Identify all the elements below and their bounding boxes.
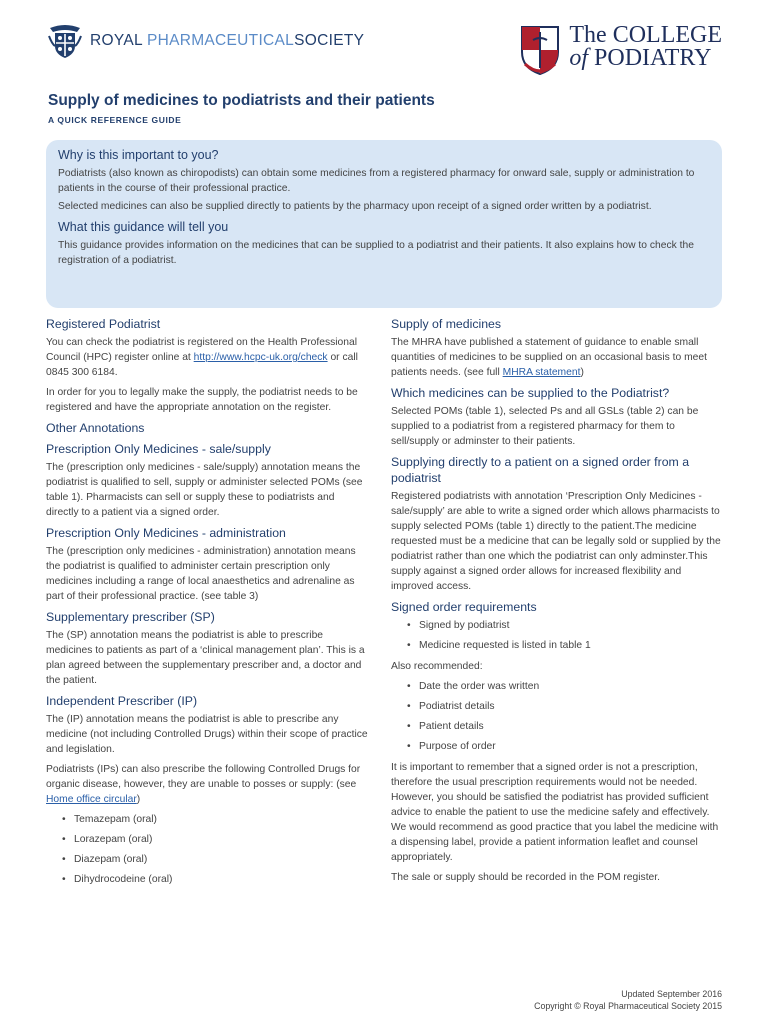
pom-sale-heading: Prescription Only Medicines - sale/supply (46, 442, 271, 456)
signed-order-heading: Signed order requirements (391, 600, 537, 614)
list-item: • Date the order was written (391, 679, 721, 694)
also-recommended-label: Also recommended: (391, 661, 483, 672)
rps-name-bold: ROYAL (90, 32, 143, 49)
rps-wordmark (90, 32, 364, 50)
which-medicines-heading: Which medicines can be supplied to the Podiatrist? (391, 386, 670, 400)
supply-heading: Supply of medicines (391, 317, 502, 331)
list-item: • Purpose of order (391, 739, 721, 754)
ip-heading: Independent Prescriber (IP) (46, 694, 198, 708)
cop-line2-wrap (569, 47, 722, 70)
mhra-statement-link[interactable]: MHRA statement (502, 367, 581, 378)
ip-paragraph-2 (46, 762, 368, 807)
hcpc-check-link[interactable]: http://www.hcpc-uk.org/check (193, 352, 328, 363)
page-subtitle: A QUICK REFERENCE GUIDE (48, 115, 182, 125)
callout-paragraph: This guidance provides information on the medicines that can be supplied to a podiatrist and their patients. It also explains how to check the registration of a podiatrist. (58, 240, 694, 266)
shield-icon (519, 24, 561, 76)
list-item: • Patient details (391, 719, 721, 734)
page-title: Supply of medicines to podiatrists and their patients (48, 92, 435, 109)
text-span: or call 0845 300 6184. (46, 352, 358, 378)
text-span: ) (136, 794, 141, 805)
which-medicines-paragraph: Selected POMs (table 1), selected Ps and all GSLs (table 2) can be supplied to a podiatrist from a registered pharmacy for them to sell/supply or adminster to their patients. (391, 406, 699, 447)
direct-supply-heading: Supplying directly to a patient on a signed order from a podiatrist (391, 455, 690, 485)
registered-paragraph (46, 335, 368, 380)
importance-callout (46, 140, 722, 308)
updated-date: Updated September 2016 (621, 989, 722, 999)
list-item: • Podiatrist details (391, 699, 721, 714)
college-of-podiatry-logo (519, 24, 722, 76)
rps-crest-icon (46, 22, 84, 60)
list-item: • Temazepam (oral) (46, 812, 368, 827)
cop-line1: The COLLEGE (569, 22, 722, 48)
direct-supply-paragraph: Registered podiatrists with annotation ‘Prescription Only Medicines - sale/supply’ are able to write a signed order which allows pharmacists to supply selected POMs (table 1) directly to the patient.The medicine requested must be a medicine that can be legally sold or supplied by the podiatrist rather than one which the podiatrist can only adminster.This supply against a signed order allows for increased flexibility and improved access. (391, 491, 721, 592)
cop-of: of (569, 45, 589, 71)
callout-heading-why: Why is this important to you? (58, 148, 219, 162)
copyright: Copyright © Royal Pharmaceutical Society 2015 (534, 1001, 722, 1011)
rps-logo (46, 22, 364, 60)
other-annotations-heading: Other Annotations (46, 421, 145, 435)
registered-podiatrist-heading: Registered Podiatrist (46, 317, 161, 331)
callout-heading-guidance: What this guidance will tell you (58, 220, 229, 234)
rps-name-light: PHARMACEUTICAL (146, 32, 295, 49)
list-item: • Medicine requested is listed in table 1 (391, 638, 721, 653)
list-item: • Dihydrocodeine (oral) (46, 872, 368, 887)
remember-paragraph: It is important to remember that a signed order is not a prescription, therefore the usual prescription requirements would not be needed. However, you should be satisfied the podiatrist has provided sufficient advice to enable the patient to use the medicine safely and effectively. We would recommend as good practice that you label the medicine with a dispensing label, provide a patient information leaflet and counsel appropriately. (391, 762, 719, 863)
cop-wordmark (569, 24, 722, 70)
callout-paragraph: Selected medicines can also be supplied directly to patients by the pharmacy upon receipt of a signed order written by a podiatrist. (58, 201, 652, 212)
callout-paragraph: Podiatrists (also known as chiropodists) can obtain some medicines from a registered pharmacy for onward sale, supply or administration to patients in the course of their professional practice. (58, 168, 695, 194)
list-item: • Lorazepam (oral) (46, 832, 368, 847)
ip-paragraph: The (IP) annotation means the podiatrist is able to prescribe any medicine (not including Controlled Drugs) within their scope of practice and legislation. (46, 714, 368, 755)
page-footer (534, 988, 722, 1012)
list-item: • Signed by podiatrist (391, 618, 721, 633)
cop-line2: PODIATRY (594, 45, 712, 71)
text-span: You can check the podiatrist is registered on the Health Professional Council (HPC) register online at (46, 337, 357, 363)
text-span: ) (580, 367, 584, 378)
signed-order-list (391, 618, 721, 653)
right-column (391, 316, 721, 890)
supply-paragraph (391, 335, 721, 380)
controlled-drugs-list (46, 812, 368, 887)
also-recommended-list (391, 679, 721, 754)
sp-heading: Supplementary prescriber (SP) (46, 610, 215, 624)
text-span: The MHRA have published a statement of guidance to enable small quantities of medicines to be supplied on an occasional basis to meet patients needs. (see full (391, 337, 707, 378)
list-item: • Diazepam (oral) (46, 852, 368, 867)
home-office-circular-link[interactable]: Home office circular (46, 794, 137, 805)
left-column (46, 316, 368, 893)
registered-paragraph-2: In order for you to legally make the supply, the podiatrist needs to be registered and have the appropriate annotation on the register. (46, 387, 358, 413)
record-paragraph: The sale or supply should be recorded in the POM register. (391, 872, 661, 883)
page-header (46, 22, 722, 82)
rps-name-end: SOCIETY (294, 32, 365, 49)
pom-sale-paragraph: The (prescription only medicines - sale/supply) annotation means the podiatrist is qualified to sell, supply or administer selected POMs (see table 1). Pharmacists can sell or supply these to podiatrists and directly to a patient via a signed order. (46, 462, 363, 518)
pom-admin-heading: Prescription Only Medicines - administration (46, 526, 286, 540)
sp-paragraph: The (SP) annotation means the podiatrist is able to prescribe medicines to patients as part of a ‘clinical management plan’. This is a plan agreed between the supplementary prescriber and, a doctor and the patient. (46, 630, 365, 686)
pom-admin-paragraph: The (prescription only medicines - administration) annotation means the podiatrist is qualified to administer certain prescription only medicines including a range of local anaesthetics and adrenaline as part of their professional practice. (see table 3) (46, 546, 356, 602)
text-span: Podiatrists (IPs) can also prescribe the following Controlled Drugs for organic disease, however, they are unable to posses or supply: (see (46, 764, 361, 790)
